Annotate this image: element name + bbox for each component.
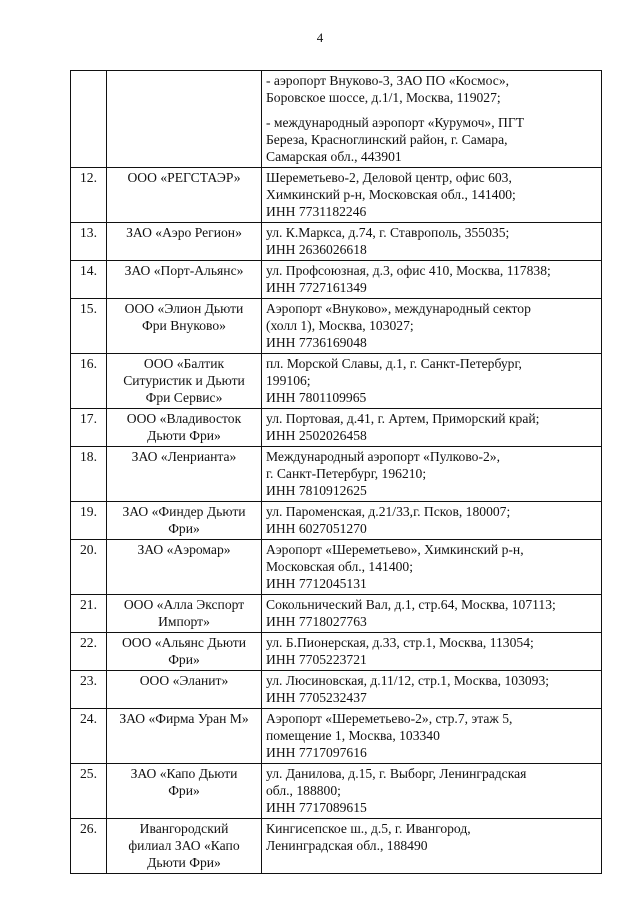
address-line: - аэропорт Внуково-3, ЗАО ПО «Космос», <box>266 73 510 88</box>
company-name-cell <box>107 447 262 502</box>
address-cell <box>262 447 602 502</box>
address-paragraph <box>266 355 597 406</box>
company-name-line: ООО «Альянс Дьюти <box>121 635 247 650</box>
address-line: помещение 1, Москва, 103340 <box>266 728 440 743</box>
company-name-line: филиал ЗАО «Капо <box>128 838 240 853</box>
address-paragraph <box>266 448 597 499</box>
address-paragraph <box>266 672 597 706</box>
address-paragraph <box>266 596 597 630</box>
address-line: обл., 188800; <box>266 783 341 798</box>
company-name-cell <box>107 261 262 299</box>
company-name-cell <box>107 633 262 671</box>
company-name-line: ЗАО «Финдер Дьюти <box>122 504 246 519</box>
address-line: ИНН 7712045131 <box>266 576 367 591</box>
company-name-line: Дьюти Фри» <box>147 428 221 443</box>
address-line: Аэропорт «Внуково», международный сектор <box>266 301 531 316</box>
address-line: ИНН 7731182246 <box>266 204 367 219</box>
company-name-line: ООО «Алла Экспорт <box>123 597 245 612</box>
table-row <box>71 409 602 447</box>
address-line: ул. Б.Пионерская, д.33, стр.1, Москва, 113054; <box>266 635 534 650</box>
row-number: 17. <box>71 409 107 447</box>
address-line: ИНН 2636026618 <box>266 242 367 257</box>
address-cell <box>262 819 602 874</box>
table-row <box>71 633 602 671</box>
address-cell <box>262 223 602 261</box>
table-body <box>71 71 602 874</box>
table-row <box>71 502 602 540</box>
company-name-cell <box>107 709 262 764</box>
address-paragraph <box>266 710 597 761</box>
company-name-cell <box>107 168 262 223</box>
address-line: ИНН 7717089615 <box>266 800 367 815</box>
table-row <box>71 354 602 409</box>
company-name-line: ООО «Эланит» <box>139 673 229 688</box>
address-paragraph <box>266 634 597 668</box>
company-name-cell <box>107 764 262 819</box>
address-cell <box>262 633 602 671</box>
company-name-cell <box>107 502 262 540</box>
row-number: 16. <box>71 354 107 409</box>
address-line: ИНН 2502026458 <box>266 428 367 443</box>
company-table <box>70 70 602 874</box>
address-paragraph <box>266 410 597 444</box>
company-name-cell <box>107 223 262 261</box>
row-number: 26. <box>71 819 107 874</box>
address-cell <box>262 261 602 299</box>
company-name-line: Фри» <box>168 521 200 536</box>
row-number: 18. <box>71 447 107 502</box>
address-line: Шереметьево-2, Деловой центр, офис 603, <box>266 170 512 185</box>
company-name-line: ООО «РЕГСТАЭР» <box>127 170 241 185</box>
address-line: - международный аэропорт «Курумоч», ПГТ <box>266 115 524 130</box>
address-cell <box>262 709 602 764</box>
company-name-line: Импорт» <box>158 614 210 629</box>
row-number: 19. <box>71 502 107 540</box>
address-line: Аэропорт «Шереметьево-2», стр.7, этаж 5, <box>266 711 513 726</box>
address-paragraph <box>266 72 597 106</box>
row-number: 13. <box>71 223 107 261</box>
address-cell <box>262 71 602 168</box>
company-name-cell <box>107 409 262 447</box>
row-number: 21. <box>71 595 107 633</box>
company-name-line: ООО «Владивосток <box>126 411 242 426</box>
company-name-cell <box>107 299 262 354</box>
company-name-line: Дьюти Фри» <box>147 855 221 870</box>
company-name-line: ООО «Элион Дьюти <box>124 301 244 316</box>
company-name-line: Ситуристик и Дьюти <box>123 373 245 388</box>
table-row <box>71 299 602 354</box>
company-name-line: ЗАО «Ленрианта» <box>131 449 237 464</box>
address-paragraph <box>266 820 597 854</box>
row-number <box>71 71 107 168</box>
row-number: 24. <box>71 709 107 764</box>
address-line: ИНН 7736169048 <box>266 335 367 350</box>
address-line: Кингисепское ш., д.5, г. Ивангород, <box>266 821 471 836</box>
address-cell <box>262 354 602 409</box>
address-paragraph <box>266 169 597 220</box>
company-name-line: ООО «Балтик <box>143 356 225 371</box>
address-line: ИНН 7705232437 <box>266 690 367 705</box>
address-line: Самарская обл., 443901 <box>266 149 402 164</box>
address-line: ИНН 7717097616 <box>266 745 367 760</box>
address-line: пл. Морской Славы, д.1, г. Санкт-Петербург, <box>266 356 522 371</box>
table-row <box>71 671 602 709</box>
address-cell <box>262 595 602 633</box>
company-name-line: Ивангородский <box>139 821 229 836</box>
company-name-line: ЗАО «Капо Дьюти <box>130 766 238 781</box>
address-line: 199106; <box>266 373 311 388</box>
address-line: г. Санкт-Петербург, 196210; <box>266 466 427 481</box>
company-name-cell <box>107 595 262 633</box>
page-number: 4 <box>316 30 324 45</box>
address-cell <box>262 502 602 540</box>
address-cell <box>262 409 602 447</box>
address-line: ИНН 7810912625 <box>266 483 367 498</box>
company-name-line: Фри» <box>168 783 200 798</box>
table-row <box>71 819 602 874</box>
company-name-cell <box>107 671 262 709</box>
company-name-line: ЗАО «Аэро Регион» <box>126 225 242 240</box>
address-line: ул. Люсиновская, д.11/12, стр.1, Москва, 103093; <box>266 673 550 688</box>
company-name-line: ЗАО «Порт-Альянс» <box>124 263 244 278</box>
table-row <box>71 168 602 223</box>
address-paragraph <box>266 503 597 537</box>
address-cell <box>262 168 602 223</box>
company-name-line: ЗАО «Аэромар» <box>137 542 231 557</box>
address-line: Химкинский р-н, Московская обл., 141400; <box>266 187 516 202</box>
address-paragraph <box>266 300 597 351</box>
table-row <box>71 447 602 502</box>
address-cell <box>262 299 602 354</box>
address-line: Аэропорт «Шереметьево», Химкинский р-н, <box>266 542 524 557</box>
address-line: Боровское шоссе, д.1/1, Москва, 119027; <box>266 90 501 105</box>
address-paragraph <box>266 262 597 296</box>
address-paragraph <box>266 224 597 258</box>
address-cell <box>262 671 602 709</box>
company-name-line: Фри» <box>168 652 200 667</box>
address-cell <box>262 540 602 595</box>
address-line: Московская обл., 141400; <box>266 559 413 574</box>
row-number: 12. <box>71 168 107 223</box>
address-paragraph <box>266 765 597 816</box>
table-row <box>71 595 602 633</box>
address-line: Международный аэропорт «Пулково-2», <box>266 449 500 464</box>
company-name-line: Фри Сервис» <box>145 390 223 405</box>
table-row <box>71 709 602 764</box>
row-number: 20. <box>71 540 107 595</box>
address-line: ИНН 6027051270 <box>266 521 367 536</box>
row-number: 22. <box>71 633 107 671</box>
address-line: ул. Пароменская, д.21/33,г. Псков, 180007; <box>266 504 511 519</box>
address-line: ул. Профсоюзная, д.3, офис 410, Москва, 117838; <box>266 263 551 278</box>
address-cell <box>262 764 602 819</box>
address-line: ул. К.Маркса, д.74, г. Ставрополь, 355035; <box>266 225 510 240</box>
company-name-cell <box>107 540 262 595</box>
table-row <box>71 223 602 261</box>
company-name-cell <box>107 819 262 874</box>
row-number: 23. <box>71 671 107 709</box>
address-line: Ленинградская обл., 188490 <box>266 838 428 853</box>
table-row <box>71 540 602 595</box>
address-paragraph <box>266 114 597 165</box>
table-row <box>71 71 602 168</box>
address-line: ул. Данилова, д.15, г. Выборг, Ленинградская <box>266 766 527 781</box>
row-number: 14. <box>71 261 107 299</box>
row-number: 15. <box>71 299 107 354</box>
address-line: ИНН 7705223721 <box>266 652 367 667</box>
address-paragraph <box>266 541 597 592</box>
company-name-cell <box>107 71 262 168</box>
row-number: 25. <box>71 764 107 819</box>
address-line: ИНН 7718027763 <box>266 614 367 629</box>
address-line: ИНН 7801109965 <box>266 390 367 405</box>
company-name-line: Фри Внуково» <box>142 318 226 333</box>
company-name-cell <box>107 354 262 409</box>
table-row <box>71 764 602 819</box>
company-name-line: ЗАО «Фирма Уран М» <box>119 711 249 726</box>
address-line: Береза, Красноглинский район, г. Самара, <box>266 132 508 147</box>
address-line: ИНН 7727161349 <box>266 280 367 295</box>
address-line: Сокольнический Вал, д.1, стр.64, Москва, 107113; <box>266 597 556 612</box>
address-line: (холл 1), Москва, 103027; <box>266 318 414 333</box>
address-line: ул. Портовая, д.41, г. Артем, Приморский край; <box>266 411 540 426</box>
table-row <box>71 261 602 299</box>
